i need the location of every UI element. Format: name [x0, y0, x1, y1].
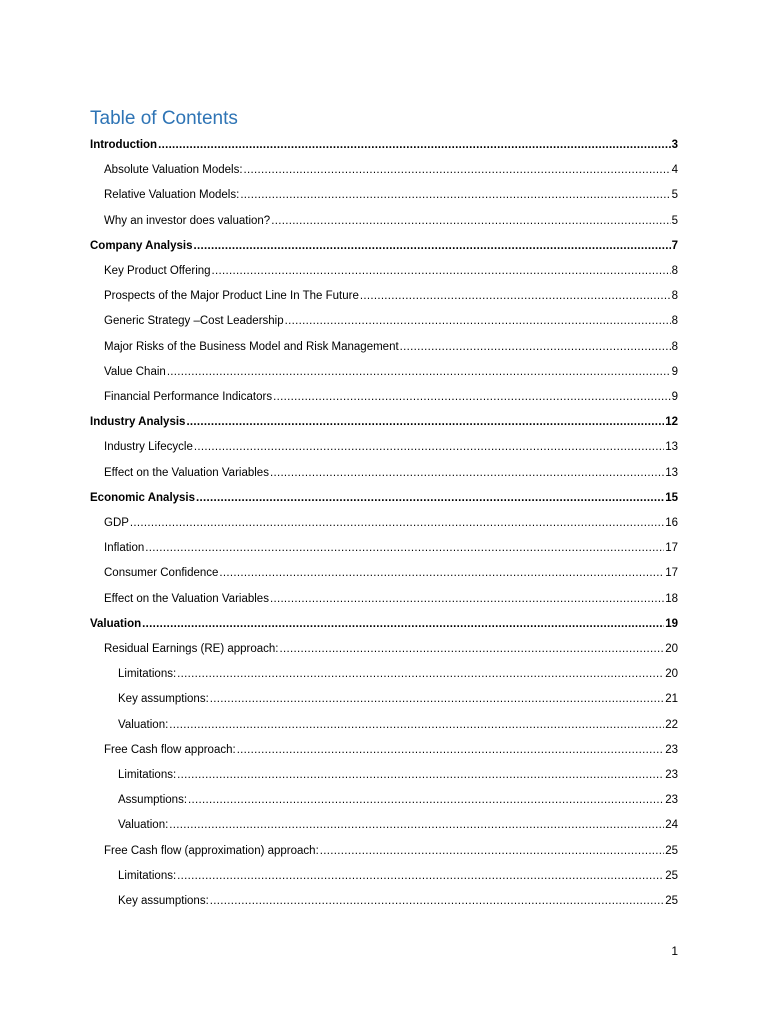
toc-entry-text: Free Cash flow approach:	[104, 743, 236, 756]
toc-entry[interactable]	[118, 768, 678, 782]
toc-entry[interactable]	[118, 692, 678, 706]
toc-entry-text: Financial Performance Indicators	[104, 391, 273, 403]
page-number: 1	[671, 944, 678, 958]
toc-entry-text: Valuation	[90, 617, 142, 630]
toc-entry-page: 22	[665, 718, 678, 731]
toc-dot-leader	[167, 365, 671, 379]
toc-entry[interactable]	[90, 239, 678, 253]
toc-entry[interactable]	[104, 264, 678, 278]
toc-entry-page: 5	[671, 189, 678, 202]
toc-dot-leader	[285, 314, 671, 328]
toc-entry-page: 20	[665, 643, 678, 655]
toc-entry-page: 9	[671, 365, 678, 378]
toc-entry-page: 15	[665, 491, 678, 504]
toc-entry-text: Limitations:	[118, 668, 177, 681]
toc-dot-leader	[210, 692, 664, 706]
toc-entry[interactable]	[118, 793, 678, 807]
toc-dot-leader	[177, 768, 664, 782]
toc-entry[interactable]	[104, 188, 678, 202]
toc-entry-text: Inflation	[104, 542, 145, 555]
toc-entry[interactable]	[90, 491, 678, 505]
toc-entry-text: Prospects of the Major Product Line In The Future	[104, 290, 359, 303]
toc-dot-leader	[270, 466, 664, 480]
toc-entry-text: Assumptions:	[118, 794, 188, 807]
toc-entry-text: Residual Earnings (RE) approach:	[104, 643, 279, 655]
toc-entry-text: Consumer Confidence	[104, 567, 219, 580]
toc-entry-page: 19	[665, 617, 678, 630]
toc-dot-leader	[142, 617, 664, 631]
toc-entry-page: 8	[671, 340, 678, 353]
toc-dot-leader	[186, 415, 664, 429]
toc-entry-text: Absolute Valuation Models:	[104, 164, 243, 177]
toc-entry-page: 18	[665, 592, 678, 605]
toc-entry-text: Effect on the Valuation Variables	[104, 592, 269, 605]
toc-entry[interactable]	[104, 516, 678, 530]
toc-entry[interactable]	[104, 592, 678, 606]
toc-entry-text: Limitations:	[118, 869, 177, 882]
toc-entry[interactable]	[104, 289, 678, 303]
toc-entry-text: Key assumptions:	[118, 693, 209, 706]
toc-dot-leader	[270, 592, 664, 606]
toc-dot-leader	[177, 869, 664, 883]
toc-entry[interactable]	[118, 818, 678, 832]
toc-dot-leader	[219, 566, 664, 580]
toc-entry-page: 17	[665, 567, 678, 580]
toc-dot-leader	[400, 340, 671, 354]
toc-entry-page: 17	[665, 542, 678, 555]
toc-entry-text: Valuation:	[118, 718, 169, 731]
toc-entry-text: Key assumptions:	[118, 895, 209, 907]
toc-entry[interactable]	[104, 566, 678, 580]
toc-entry-text: Key Product Offering	[104, 265, 211, 277]
toc-entry-page: 8	[671, 265, 678, 277]
toc-entry-page: 16	[665, 517, 678, 529]
toc-entry-page: 8	[671, 290, 678, 303]
toc-entry-text: Introduction	[90, 139, 158, 151]
toc-dot-leader	[158, 138, 671, 152]
toc-entry[interactable]	[104, 163, 678, 177]
toc-dot-leader	[169, 718, 664, 732]
toc-entry-text: Industry Analysis	[90, 416, 186, 429]
toc-entry-text: GDP	[104, 517, 129, 529]
toc-entry[interactable]	[104, 642, 678, 656]
toc-entry-text: Free Cash flow (approximation) approach:	[104, 844, 319, 857]
toc-entry[interactable]	[118, 894, 678, 908]
toc-entry-page: 25	[665, 895, 678, 907]
toc-entry-text: Valuation:	[118, 819, 169, 832]
toc-dot-leader	[145, 541, 664, 555]
toc-entry-text: Relative Valuation Models:	[104, 189, 240, 202]
toc-title: Table of Contents	[90, 108, 238, 129]
toc-dot-leader	[360, 289, 671, 303]
toc-entry-text: Economic Analysis	[90, 491, 196, 504]
toc-entry[interactable]	[104, 844, 678, 858]
toc-entry-text: Company Analysis	[90, 239, 193, 252]
toc-entry-text: Why an investor does valuation?	[104, 214, 271, 227]
toc-dot-leader	[210, 894, 664, 908]
toc-entry-page: 20	[665, 668, 678, 681]
toc-dot-leader	[212, 264, 671, 278]
toc-entry[interactable]	[90, 617, 678, 631]
toc-dot-leader	[177, 667, 664, 681]
toc-entry[interactable]	[118, 667, 678, 681]
toc-dot-leader	[193, 239, 670, 253]
toc-entry[interactable]	[104, 743, 678, 757]
toc-dot-leader	[271, 214, 670, 228]
toc-entry[interactable]	[104, 314, 678, 328]
toc-entry-page: 23	[665, 743, 678, 756]
toc-entry[interactable]	[104, 214, 678, 228]
toc-entry-page: 9	[671, 391, 678, 403]
toc-dot-leader	[196, 491, 664, 505]
toc-dot-leader	[320, 844, 664, 858]
toc-entry-text: Value Chain	[104, 365, 166, 378]
toc-entry[interactable]	[104, 340, 678, 354]
toc-entry-page: 7	[671, 239, 678, 252]
toc-entry-text: Generic Strategy –Cost Leadership	[104, 315, 284, 328]
toc-entry-page: 24	[665, 819, 678, 832]
toc-entry-page: 13	[665, 441, 678, 454]
toc-entry[interactable]	[90, 138, 678, 152]
toc-dot-leader	[240, 188, 670, 202]
toc-entry[interactable]	[104, 440, 678, 454]
toc-entry-text: Industry Lifecycle	[104, 441, 193, 454]
toc-entry-page: 3	[671, 139, 678, 151]
toc-entry-page: 23	[665, 769, 678, 781]
toc-entry[interactable]	[104, 541, 678, 555]
toc-dot-leader	[244, 163, 671, 177]
toc-dot-leader	[237, 743, 665, 757]
toc-entry-page: 21	[665, 693, 678, 706]
toc-entry[interactable]	[104, 390, 678, 404]
toc-entry-text: Limitations:	[118, 769, 177, 781]
toc-entry-page: 4	[671, 164, 678, 177]
toc-dot-leader	[280, 642, 665, 656]
toc-entry[interactable]	[118, 869, 678, 883]
toc-entry[interactable]	[118, 718, 678, 732]
toc-entry-page: 25	[665, 869, 678, 882]
toc-dot-leader	[188, 793, 664, 807]
toc-entry-text: Major Risks of the Business Model and Risk Management	[104, 340, 399, 353]
toc-entry-page: 8	[671, 315, 678, 328]
toc-entry-page: 12	[665, 416, 678, 429]
toc-dot-leader	[169, 818, 664, 832]
toc-entry-page: 5	[671, 214, 678, 227]
toc-entry[interactable]	[90, 415, 678, 429]
toc-dot-leader	[273, 390, 670, 404]
toc-dot-leader	[194, 440, 664, 454]
toc-entry-page: 23	[665, 794, 678, 807]
toc-entry-page: 13	[665, 466, 678, 479]
toc-entry-text: Effect on the Valuation Variables	[104, 466, 269, 479]
toc-entry[interactable]	[104, 365, 678, 379]
toc-dot-leader	[130, 516, 664, 530]
toc-entry-page: 25	[665, 844, 678, 857]
toc-entry[interactable]	[104, 466, 678, 480]
